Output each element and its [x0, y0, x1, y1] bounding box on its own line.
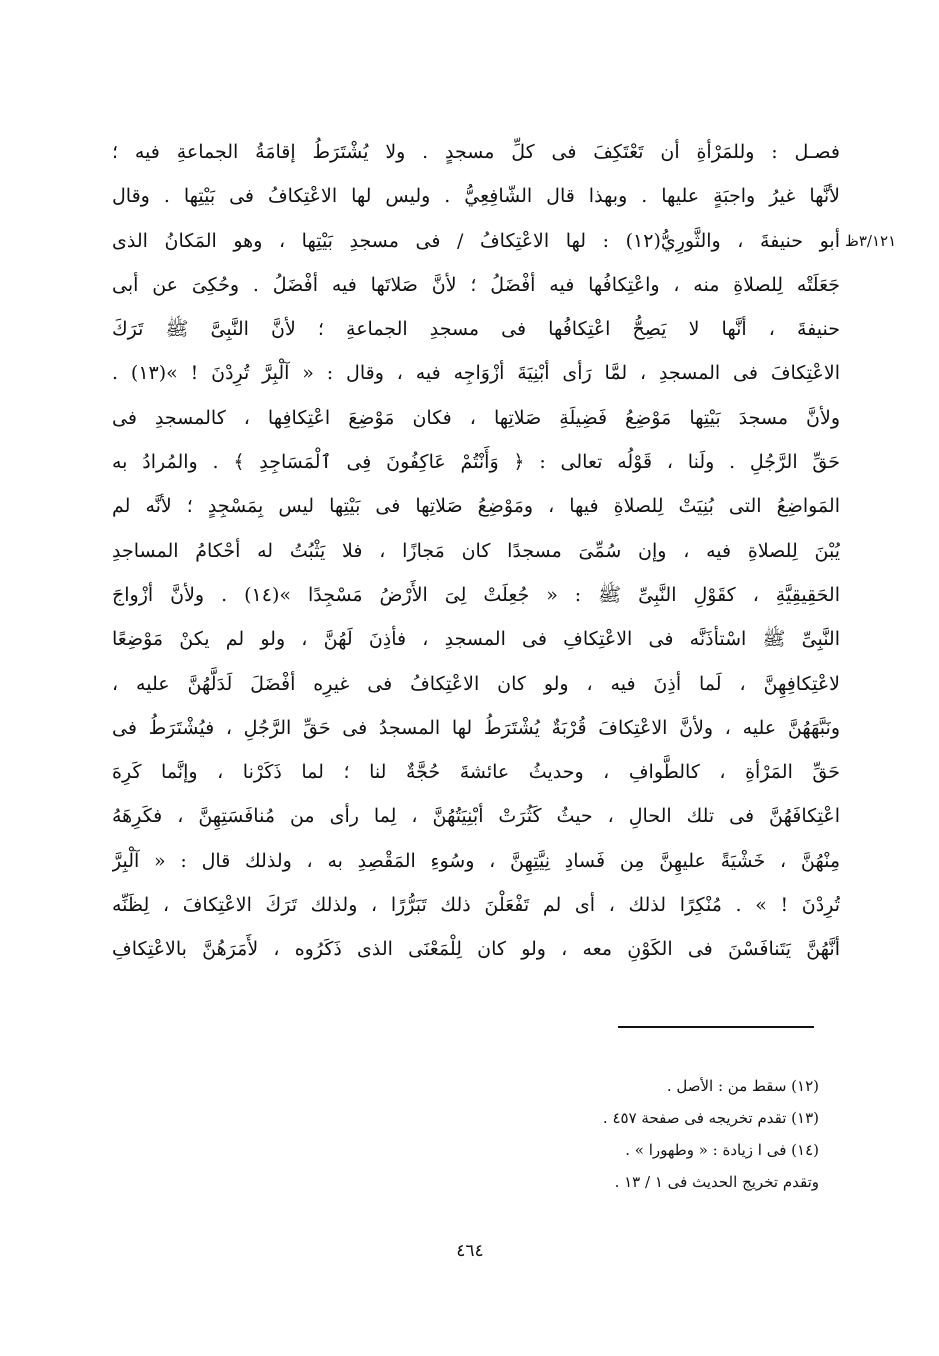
footnote: (١٢) سقط من : الأصل .	[666, 1077, 819, 1095]
text-line: لاعْتِكافِهِنَّ ، لَما أذِنَ فيه ، ولو كان الاعْتِكافُ فى غيرِه أفْضَلَ لَدَلَّهُنَّ عليه ،	[112, 672, 840, 695]
text-line: حَقِّ المَرْأةِ ، كالطَّوافِ ، وحديثُ عائشةَ حُجَّةٌ لنا ؛ لما ذَكَرْنا ، وإنَّما كَرِهَ	[112, 761, 840, 784]
text-line: جَعَلَتْه لِلصلاةِ منه ، واعْتِكافُها فيه أفْضَلُ ؛ لأنَّ صَلاتَها فيه أفْضَلُ . وحُكِىَ عن أبى	[112, 273, 840, 296]
text-line: النَّبِىِّ ﷺ اسْتأذَنَّه فى الاعْتِكافِ فى المسجدِ ، فأذِنَ لَهُنَّ ، ولو لم يكنْ مَوْضِعًا	[112, 628, 840, 651]
text-line: لأنَّها غيرُ واجبَةٍ عليها . وبهذا قال الشّافِعِيُّ . وليس لها الاعْتِكافُ فى بَيْتِها . وقال	[112, 185, 840, 208]
text-line: المَواضِعُ التى بُنِيَتْ لِلصلاةِ فيها ، ومَوْضِعُ صَلاتِها فى بَيْتِها ليس بِمَسْجِدٍ ؛ لأنَّه لم	[112, 495, 840, 518]
main-text-block	[112, 130, 840, 972]
page-number: ٤٦٤	[456, 1241, 484, 1261]
text-line: يُبْنَ لِلصلاةِ فيه ، وإن سُمِّىَ مسجدًا كان مَجازًا ، فلا يَثْبُتُ له أحْكامُ المساجدِ	[112, 539, 840, 562]
text-line: أنَّهُنَّ يَتَنافَسْنَ فى الكَوْنِ معه ، ولو كان لِلْمَعْنَى الذى ذَكَرُوه ، لأَمَرَهُنَّ بالاعْتِكافِ	[112, 938, 840, 961]
text-line: ونَبَّهَهُنَّ عليه ، ولأنَّ الاعْتِكافَ قُرْبَةٌ يُشْتَرَطُ لها المسجدُ فى حَقِّ الرَّجُلِ ، فيُشْتَرَطُ فى	[112, 716, 840, 739]
footnotes	[319, 1070, 819, 1198]
text-line: تُرِدْنَ ! » . مُنْكِرًا لذلك ، أى لم تَفْعَلْنَ ذلك تَبَرُّرًا ، ولذلك تَرَكَ الاعْتِكافَ ، لِظَنِّه	[112, 894, 840, 917]
footnote: (١٤) فى ا زيادة : « وطهورا » .	[625, 1141, 819, 1159]
text-line: الحَقِيقِيَّةِ ، كقَوْلِ النَّبِىِّ ﷺ : « جُعِلَتْ لِىَ الأَرْضُ مَسْجِدًا »(١٤) . ولأنَّ أزْواجَ	[112, 583, 840, 606]
text-line: حَقِّ الرَّجُلِ . ولَنا ، قَوْلُه تعالى : ﴿ وَأَنْتُمْ عَاكِفُونَ فِى ٱلْمَسَاجِدِ ﴾ . والمُرادُ به	[112, 451, 840, 474]
margin-manuscript-reference: ٣/١٢١ظ	[845, 232, 897, 250]
footnote-separator	[618, 1026, 814, 1028]
text-line: ولأنَّ مسجدَ بَيْتِها مَوْضِعُ فَضِيلَةِ صَلاتِها ، فكان مَوْضِعَ اعْتِكافِها ، كالمسجدِ فى	[112, 406, 840, 429]
text-line: حنيفةَ ، أنَّها لا يَصِحُّ اعْتِكافُها فى مسجدِ الجماعةِ ؛ لأنَّ النَّبِىَّ ﷺ تَرَكَ	[112, 318, 840, 341]
footnote: وتقدم تخريج الحديث فى ١ / ١٣ .	[614, 1173, 819, 1191]
text-line: فصـل : وللمَرْأةِ أن تَعْتَكِفَ فى كلِّ مسجدٍ . ولا يُشْتَرَطُ إقامَةُ الجماعةِ فيه ؛	[112, 141, 840, 163]
text-line: مِنْهُنَّ ، خَشْيَةً عليهِنَّ مِن فَسادِ نِيَّتِهِنَّ ، وسُوءِ المَقْصِدِ به ، ولذلك قال : « آلْبِرَّ	[112, 849, 840, 872]
text-line: الاعْتِكافَ فى المسجدِ ، لمَّا رَأى أبْنِيَةَ أزْوَاجِه فيه ، وقال : « آلْبِرَّ تُرِدْنَ ! »(١٣) .	[112, 362, 840, 385]
text-line: اعْتِكافَهُنَّ فى تلك الحالِ ، حيثُ كَثُرَتْ أبْنِيَتُهُنَّ ، لِما رأى من مُنافَسَتِهِنَّ ، فكَرِهَهُ	[112, 805, 840, 828]
text-line: أبو حنيفةَ ، والثَّورِيُّ(١٢) : لها الاعْتِكافُ / فى مسجدِ بَيْتِها ، وهو المَكانُ الذى	[112, 229, 840, 252]
footnote: (١٣) تقدم تخريجه فى صفحة ٤٥٧ .	[602, 1109, 819, 1127]
